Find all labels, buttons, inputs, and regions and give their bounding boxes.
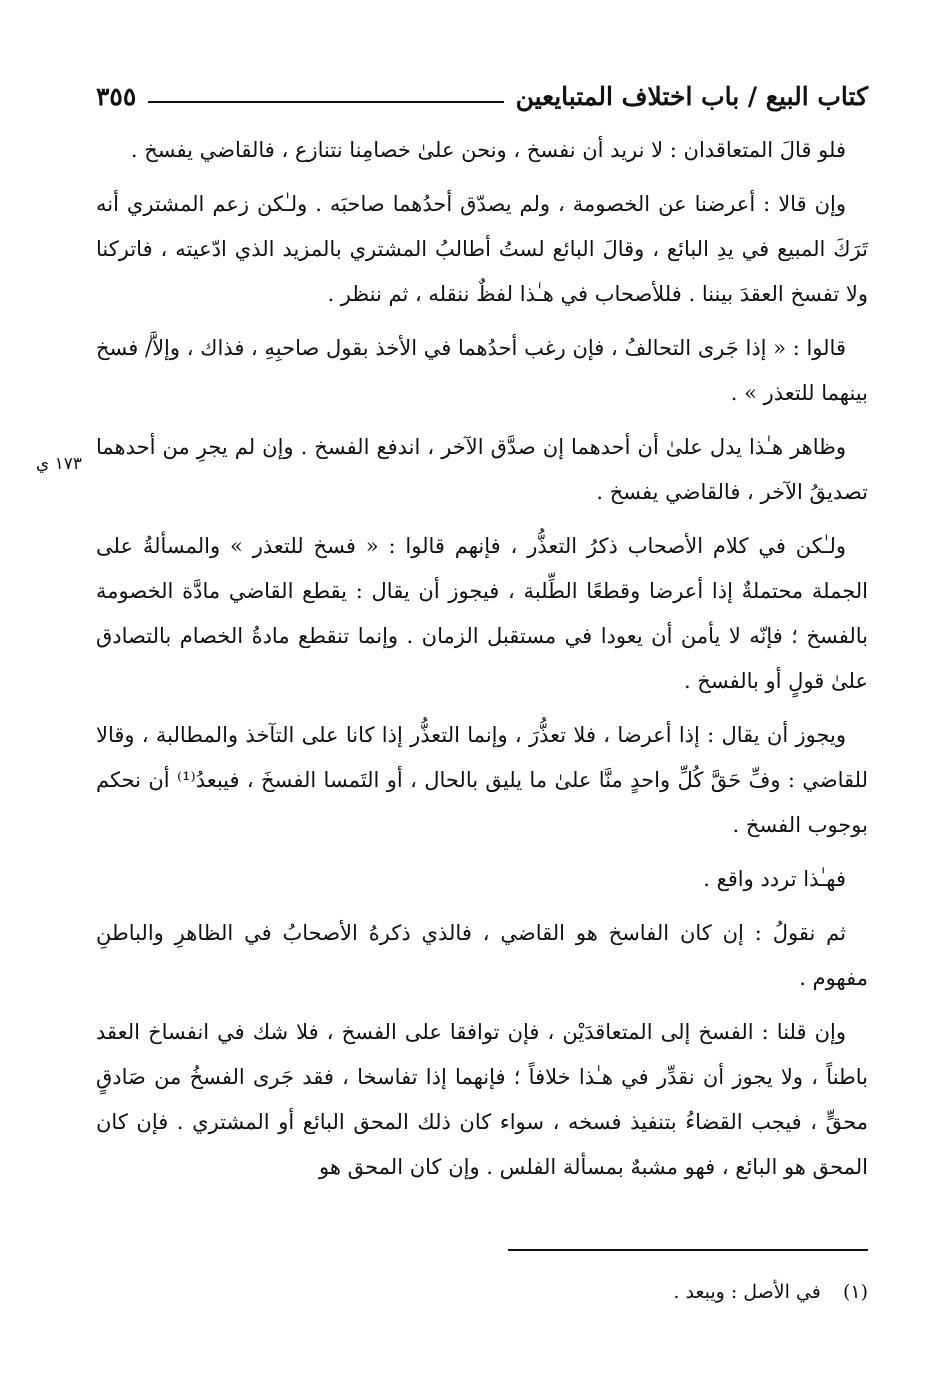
paragraph: ولـٰكن في كلام الأصحاب ذكرُ التعذُّر ، فإنهم قالوا : « فسخ للتعذر » والمسألةُ على الجملة محتملةٌ إذا أعرضا وقطعًا الطِّلبة ، فيجوز أن يقال : يقطع القاضي مادَّة الخصومة بالفسخ ؛ فإنّه لا يأمن أن يعودا في مستقبل الزمان . وإنما تنقطع مادةُ الخصام بالتصادق علىٰ قولٍ أو بالفسخ . [96, 534, 868, 693]
footnote [96, 1274, 868, 1310]
paragraph: قالوا : « إذا جَرى التحالفُ ، فإن رغب أحدُهما في الأخذ بقول صاحبِهِ ، فذاك ، وإلاَّ/ فسخ بينهما للتعذر » . [96, 336, 868, 405]
running-header [96, 74, 868, 118]
paragraph: ويجوز أن يقال : إذا أعرضا ، فلا تعذُّرَ ، وإنما التعذُّر إذا كانا على التآخذ والمطالبة ، وقالا للقاضي : وفِّ حَقَّ كُلِّ واحدٍ منَّا علىٰ ما يليق بالحال ، أو التَمسا الفسخَ ، فيبعدُ⁽¹⁾ أن نحكم بوجوب الفسخ . [96, 723, 868, 837]
margin-reference: ١٧٣ ي [35, 454, 82, 474]
header-rule [148, 101, 503, 103]
paragraph: فهـٰذا تردد واقع . [703, 867, 846, 891]
footnote-text: في الأصل : ويبعد . [673, 1281, 821, 1303]
paragraph: وظاهر هـٰذا يدل علىٰ أن أحدهما إن صدَّق الآخر ، اندفع الفسخ . وإن لم يجرِ من أحدهما تصديقُ الآخر ، فالقاضي يفسخ . [96, 435, 868, 504]
footnote-rule [508, 1249, 868, 1251]
main-text [96, 128, 868, 1199]
paragraph: ثم نقولُ : إن كان الفاسخ هو القاضي ، فالذي ذكرهُ الأصحابُ في الظاهرِ والباطنِ مفهوم . [96, 921, 868, 990]
footnote-number: (١) [842, 1281, 868, 1303]
page-number: ٣٥٥ [96, 81, 137, 111]
paragraph: فلو قالَ المتعاقدان : لا نريد أن نفسخ ، ونحن علىٰ خصامِنا نتنازع ، فالقاضي يفسخ . [130, 138, 846, 162]
header-title: كتاب البيع / باب اختلاف المتبايعين [515, 81, 868, 111]
paragraph: وإن قالا : أعرضنا عن الخصومة ، ولم يصدّق أحدُهما صاحبَه . ولـٰكن زعم المشتري أنه تَرَكَ المبيع في يدِ البائع ، وقالَ البائع لستُ أطالبُ المشتري بالمزيد الذي ادّعيته ، فاتركنا ولا تفسخ العقدَ بيننا . فللأصحاب في هـٰذا لفظٌ ننقله ، ثم ننظر . [96, 192, 868, 306]
paragraph: وإن قلنا : الفسخ إلى المتعاقدَيْن ، فإن توافقا على الفسخ ، فلا شك في انفساخ العقد باطناً ، ولا يجوز أن نقدِّر في هـٰذا خلافاً ؛ فإنهما إذا تفاسخا ، فقد جَرى الفسخُ من صَادقٍ محقٍّ ، فيجب القضاءُ بتنفيذ فسخه ، سواء كان ذلك المحق البائع أو المشتري . فإن كان المحق هو البائع ، فهو مشبهٌ بمسألة الفلس . وإن كان المحق هو [96, 1020, 868, 1179]
